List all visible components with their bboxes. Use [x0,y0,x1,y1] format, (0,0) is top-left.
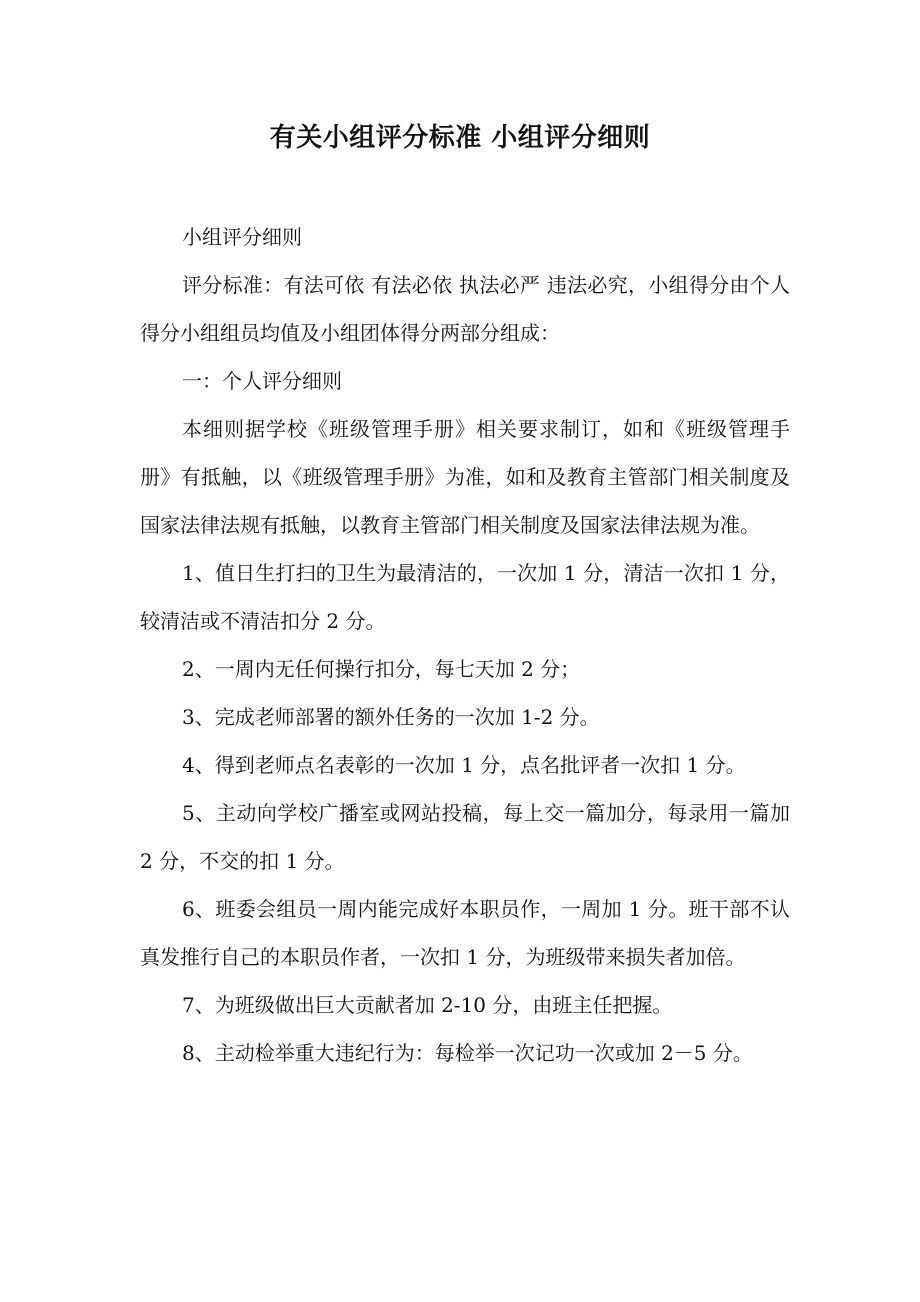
rule-item-6: 6、班委会组员一周内能完成好本职员作，一周加 1 分。班干部不认真发推行自己的本职员作者，一次扣 1 分，为班级带来损失者加倍。 [140,897,790,969]
document-title: 有关小组评分标准 小组评分细则 [269,123,651,153]
rule-item-8: 8、主动检举重大违纪行为：每检举一次记功一次或加 2－5 分。 [182,1041,753,1065]
rule-item-2: 2、一周内无任何操行扣分，每七天加 2 分； [182,657,581,681]
paragraph-scoring-standard: 评分标准：有法可依 有法必依 执法必严 违法必究，小组得分由个人得分小组组员均值及小组团体得分两部分组成： [140,273,790,345]
rule-item-7: 7、为班级做出巨大贡献者加 2-10 分，由班主任把握。 [182,993,673,1017]
paragraph-section-heading: 一：个人评分细则 [182,369,342,393]
rule-item-3: 3、完成老师部署的额外任务的一次加 1-2 分。 [182,705,600,729]
rule-item-4: 4、得到老师点名表彰的一次加 1 分，点名批评者一次扣 1 分。 [182,753,746,777]
paragraph-basis: 本细则据学校《班级管理手册》相关要求制订，如和《班级管理手册》有抵触，以《班级管理手册》为准，如和及教育主管部门相关制度及国家法律法规有抵触，以教育主管部门相关制度及国家法律法规为准。 [140,417,790,537]
paragraph-subtitle: 小组评分细则 [182,225,302,249]
rule-item-5: 5、主动向学校广播室或网站投稿，每上交一篇加分，每录用一篇加 2 分，不交的扣 1 分。 [140,801,790,873]
document-body [140,213,790,1077]
rule-item-1: 1、值日生打扫的卫生为最清洁的，一次加 1 分，清洁一次扣 1 分，较清洁或不清洁扣分 2 分。 [140,561,790,633]
